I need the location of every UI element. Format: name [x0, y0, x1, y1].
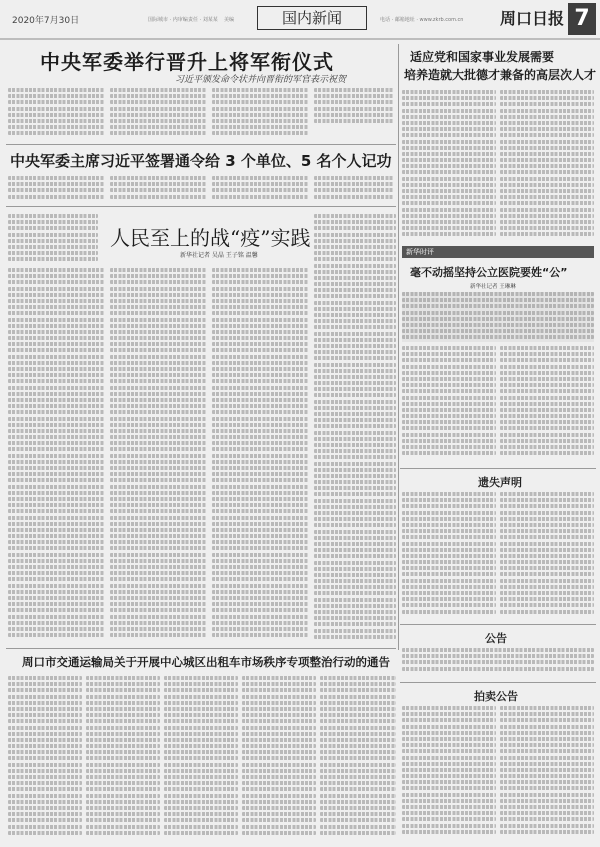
article-body — [212, 268, 308, 644]
divider — [6, 144, 396, 145]
page-number: 7 — [568, 3, 596, 35]
notice-body — [500, 706, 594, 842]
masthead-info-2: 责任 · 刘某某 — [188, 17, 218, 23]
headline-people-first: 人民至上的战“疫”实践 — [110, 226, 311, 250]
notice-body — [402, 648, 594, 678]
article-body — [110, 88, 206, 140]
headline-lost-notice: 遗失声明 — [478, 476, 522, 489]
article-body — [402, 346, 496, 458]
subhead-promotion-ceremony: 习近平颁发命令状并向晋衔的军官表示祝贺 — [175, 75, 347, 85]
divider — [400, 624, 596, 625]
notice-body — [164, 676, 238, 842]
notice-body — [320, 676, 396, 842]
article-body — [314, 88, 394, 140]
article-body — [110, 268, 206, 644]
headline-public-hospital: 毫不动摇坚持公立医院要姓“公” — [410, 266, 568, 279]
byline-public-hospital: 新华社记者 王琳琳 — [470, 284, 516, 290]
byline-people-first: 新华社记者 吴晶 王子铭 温馨 — [180, 252, 258, 259]
divider — [6, 206, 396, 207]
article-body — [500, 90, 594, 240]
masthead-info-3: 美编 — [224, 17, 235, 23]
issue-date: 2020年7月30日 — [12, 16, 80, 26]
divider — [400, 682, 596, 683]
notice-body — [402, 706, 496, 842]
masthead — [0, 0, 600, 40]
article-body — [314, 214, 396, 644]
article-body — [314, 176, 394, 202]
article-body — [8, 214, 98, 264]
headline-taxi-notice: 周口市交通运输局关于开展中心城区出租车市场秩序专项整治行动的通告 — [22, 655, 390, 669]
article-body — [110, 176, 206, 202]
paper-name: 周口日报 — [500, 9, 565, 28]
article-body — [8, 88, 104, 140]
notice-body — [402, 492, 496, 620]
section-title: 国内新闻 — [257, 6, 367, 30]
article-body — [8, 176, 104, 202]
headline-auction-notice: 拍卖公告 — [474, 690, 518, 703]
notice-body — [86, 676, 160, 842]
divider — [400, 468, 596, 469]
notice-body — [8, 676, 82, 842]
notice-body — [242, 676, 316, 842]
headline-talent-line2: 培养造就大批德才兼备的高层次人才 — [404, 68, 597, 82]
divider — [6, 648, 396, 649]
article-body — [500, 346, 594, 458]
masthead-info-1: 国际城市 · 内审编 — [148, 17, 188, 23]
article-body — [8, 268, 104, 644]
commentary-tag: 新华时评 — [402, 246, 594, 258]
headline-merit-citation: 中央军委主席习近平签署通令给 3 个单位、5 名个人记功 — [10, 152, 392, 170]
headline-promotion-ceremony: 中央军委举行晋升上将军衔仪式 — [40, 50, 334, 74]
headline-talent-line1: 适应党和国家事业发展需要 — [410, 50, 555, 64]
notice-body — [500, 492, 594, 620]
article-body — [212, 176, 308, 202]
article-body — [212, 88, 308, 140]
masthead-contact: 电话 · 邮箱地址 · www.zkrb.com.cn — [380, 17, 464, 23]
column-divider — [398, 44, 399, 650]
headline-announcement: 公告 — [485, 632, 507, 645]
article-body — [402, 90, 496, 240]
article-body — [402, 292, 594, 342]
